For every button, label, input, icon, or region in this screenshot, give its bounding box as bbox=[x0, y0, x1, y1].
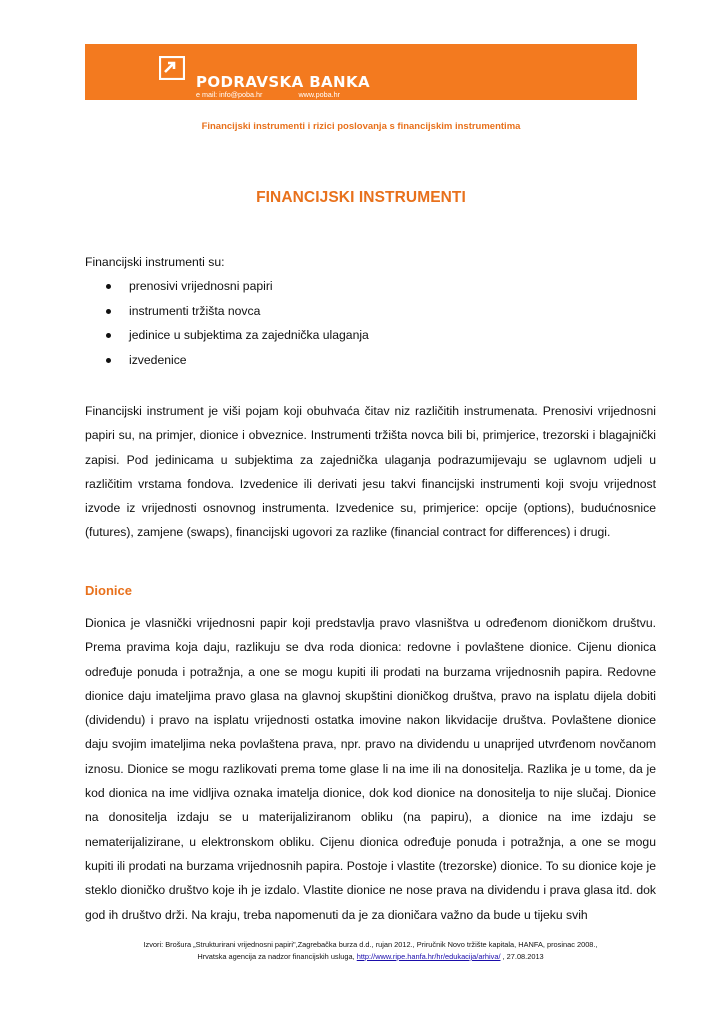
bullet-icon bbox=[106, 333, 111, 338]
footer-sources bbox=[85, 939, 656, 963]
footer-line-2-prefix: Hrvatska agencija za nadzor financijskih usluga, bbox=[197, 952, 357, 961]
page-title: FINANCIJSKI INSTRUMENTI bbox=[256, 189, 466, 206]
document-subtitle: Financijski instrumenti i rizici poslovanja s financijskim instrumentima bbox=[201, 121, 521, 132]
footer-line-2-suffix: , 27.08.2013 bbox=[500, 952, 544, 961]
list-item bbox=[85, 352, 369, 377]
paragraph-financial-instruments: Financijski instrument je viši pojam koji obuhvaća čitav niz različitih instrumenata. Prenosivi vrijednosni papiri su, na primjer, dionice i obveznice. Instrumenti tržišta novca bili bi, primjerice, trezorski i blagajnički zapisi. Pod jedinicama u subjektima za zajednička ulaganja podrazumijevaju se uglavnom udjeli u različitim vrstama fondova. Izvedenice ili derivati jesu takvi financijski instrumenti koji svoju vrijednost izvode iz vrijednosti osnovnog instrumenta. Izvedenice su, primjerice: opcije (options), budućnosnice (futures), zamjene (swaps), financijski ugovori za razlike (financial contract for differences) i drugi. bbox=[85, 404, 656, 540]
section-heading-dionice: Dionice bbox=[85, 583, 132, 598]
bank-email[interactable]: e mail: info@poba.hr bbox=[196, 90, 263, 99]
bullet-icon bbox=[106, 309, 111, 314]
bank-contacts bbox=[196, 90, 340, 99]
bank-name: PODRAVSKA BANKA bbox=[196, 73, 371, 91]
bank-website[interactable]: www.poba.hr bbox=[298, 90, 340, 99]
podravska-banka-logo-icon bbox=[159, 56, 185, 80]
bullet-icon bbox=[106, 358, 111, 363]
footer-line-2 bbox=[85, 951, 656, 963]
list-item-label: instrumenti tržišta novca bbox=[129, 303, 261, 318]
list-item-label: izvedenice bbox=[129, 353, 187, 368]
bullet-icon bbox=[106, 284, 111, 289]
list-item-label: jedinice u subjektima za zajednička ulaganja bbox=[129, 328, 369, 343]
footer-line-1: Izvori: Brošura „Strukturirani vrijednosni papiri",Zagrebačka burza d.d., rujan 2012., Priručnik Novo tržište kapitala, HANFA, prosinac 2008., bbox=[143, 940, 598, 949]
paragraph-dionice: Dionica je vlasnički vrijednosni papir koji predstavlja pravo vlasništva u određenom dioničkom društvu. Prema pravima koja daju, razlikuju se dva roda dionica: redovne i povlaštene dionice. Cijenu dionica određuje ponuda i potražnja, a one se mogu kupiti ili prodati na burzama vrijednosnih papira. Redovne dionice daju imateljima pravo glasa na glavnoj skupštini dioničkog društva, pravo na isplatu dijela dobiti (dividendu) i pravo na isplatu vrijednosti ostatka imovine nakon likvidacije društva. Povlaštene dionice daju svojim imateljima neka povlaštena prava, npr. pravo na dividendu u unaprijed utvrđenom novčanom iznosu. Dionice se mogu razlikovati prema tome glase li na ime ili na donositelja. Razlika je u tome, da je kod dionica na ime vidljiva oznaka imatelja dionice, dok kod dionice na donositelja to nije slučaj. Dionice na donositelja izdaju se u materijaliziranom obliku (na papiru), a dionice na ime izdaju se nematerijalizirane, u elektronskom obliku. Cijenu dionica određuje ponuda i potražnja, a one se mogu kupiti ili prodati na burzama vrijednosnih papira. Postoje i vlastite (trezorske) dionice. To su dionice koje je steklo dioničko društvo koje ih je izdalo. Vlastite dionice ne nose prava na dividendu i prava glasa itd. dok god ih društvo drži. Na kraju, treba napomenuti da je za dioničara važno da bude u tijeku svih bbox=[85, 616, 656, 922]
list-item bbox=[85, 303, 369, 328]
list-item bbox=[85, 278, 369, 303]
footer-source-link[interactable]: http://www.ripe.hanfa.hr/hr/edukacija/arhiva/ bbox=[356, 952, 501, 961]
instrument-list bbox=[85, 278, 369, 377]
list-item-label: prenosivi vrijednosni papiri bbox=[129, 279, 273, 293]
intro-text: Financijski instrumenti su: bbox=[85, 255, 225, 269]
list-item bbox=[85, 327, 369, 352]
